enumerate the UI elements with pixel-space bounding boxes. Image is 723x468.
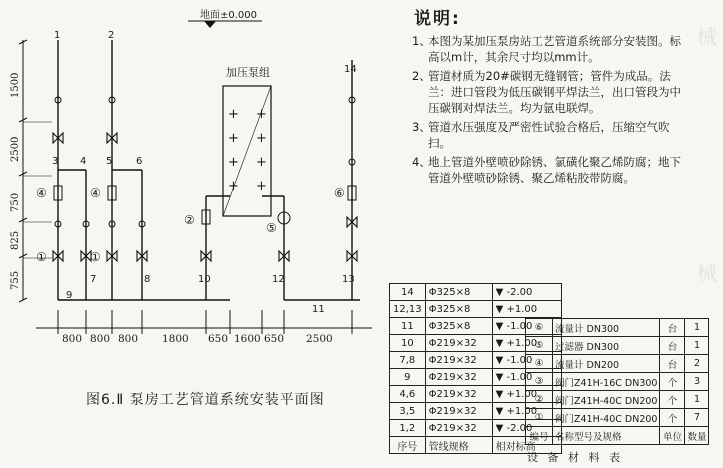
hdim-7: 650 <box>264 333 285 345</box>
figure-title: 图6.Ⅱ 泵房工艺管道系统安装平面图 <box>86 392 325 408</box>
table-row: 11 Φ325×8 ▼ -1.00 <box>390 318 562 335</box>
notes-heading: 说明: <box>414 9 461 29</box>
table-row: 9 Φ219×32 ▼ -1.00 <box>390 369 562 386</box>
note-item: 1、本图为某加压泵房站工艺管道系统部分安装图。标高以m计，其余尺寸均以mm计。 <box>412 34 681 64</box>
table-row: ⑥ 流量计 DN300 台 1 <box>526 319 709 337</box>
table-row: 1,2 Φ219×32 ▼ -2.00 <box>390 420 562 437</box>
pipe-label-9: 9 <box>66 290 73 301</box>
pipe-label-12: 12 <box>272 274 285 285</box>
note-item: 4、地上管道外壁喷砂除锈、氯磺化聚乙烯防腐；地下管道外壁喷砂除锈、聚乙烯粘胶带防腐。 <box>412 155 681 185</box>
pipe-label-11: 11 <box>312 304 325 315</box>
equipment-table-caption: 设 备 材 料 表 <box>527 451 623 464</box>
vdim-750: 750 <box>10 192 21 212</box>
table-row: 4,6 Φ219×32 ▼ +1.00 <box>390 386 562 403</box>
svg-text:+: + <box>256 131 267 146</box>
table-row: 7,8 Φ219×32 ▼ -1.00 <box>390 352 562 369</box>
inlet-pipes-left <box>58 40 360 300</box>
tag-4-b: ④ <box>90 186 101 200</box>
hdim-4: 1800 <box>162 333 189 345</box>
pipe-label-1: 1 <box>54 30 61 41</box>
hdim-5: 650 <box>208 333 229 345</box>
table-row: 3,5 Φ219×32 ▼ +1.00 <box>390 403 562 420</box>
pipe-label-2: 2 <box>108 30 115 41</box>
svg-text:+: + <box>256 179 267 194</box>
pipe-label-3: 3 <box>52 156 59 167</box>
pipe-label-6: 6 <box>136 156 143 167</box>
vdim-825: 825 <box>10 230 21 250</box>
pump-group-label: 加压泵组 <box>226 66 270 79</box>
notes-panel <box>392 4 692 189</box>
vdim-2500: 2500 <box>10 136 21 162</box>
note-item: 2、管道材质为20#碳钢无缝钢管；管件为成品。法兰：进口管段为低压碳钢平焊法兰，出口管段为中压碳钢对焊法兰。均为氩电联焊。 <box>412 69 681 115</box>
table-header: 序号 管线规格 相对标高 <box>390 437 562 454</box>
svg-text:+: + <box>228 179 239 194</box>
table-row: ⑤ 过滤器 DN300 台 1 <box>526 337 709 355</box>
svg-text:+: + <box>228 107 239 122</box>
table-header: 编号 名称型号及规格 单位 数量 <box>526 427 709 445</box>
svg-text:+: + <box>256 155 267 170</box>
svg-text:+: + <box>256 107 267 122</box>
pipe-label-8: 8 <box>144 274 151 285</box>
ground-level-label: 地面±0.000 <box>200 10 258 21</box>
hdim-6: 1600 <box>234 333 261 345</box>
table-row: 12,13 Φ325×8 ▼ +1.00 <box>390 301 562 318</box>
hdim-1: 800 <box>62 333 83 345</box>
vdim-755: 755 <box>10 270 21 290</box>
pipe-label-14: 14 <box>344 64 357 75</box>
tag-1-b: ① <box>90 250 101 264</box>
table-row: ③ 阀门Z41H-16C DN300 个 3 <box>526 373 709 391</box>
vdim-1500: 1500 <box>10 72 21 98</box>
table-row: ① 阀门Z41H-40C DN200 个 7 <box>526 409 709 427</box>
pipe-label-4: 4 <box>80 156 87 167</box>
pipe-label-5: 5 <box>106 156 113 167</box>
tag-6: ⑥ <box>334 186 345 200</box>
note-item: 3、管道水压强度及严密性试验合格后，压缩空气吹扫。 <box>412 120 670 150</box>
pipe-label-7: 7 <box>90 274 97 285</box>
tag-4-a: ④ <box>36 186 47 200</box>
pipe-label-13: 13 <box>342 274 355 285</box>
pipe-label-10: 10 <box>198 274 211 285</box>
tag-5: ⑤ <box>266 221 277 235</box>
hdim-3: 800 <box>118 333 139 345</box>
watermark: 械 <box>697 25 717 49</box>
svg-text:+: + <box>228 155 239 170</box>
hdim-8: 2500 <box>306 333 333 345</box>
tag-1-a: ① <box>36 250 47 264</box>
table-row: ④ 流量计 DN200 台 2 <box>526 355 709 373</box>
tag-2: ② <box>184 213 195 227</box>
watermark: 械 <box>697 261 717 285</box>
svg-text:+: + <box>228 131 239 146</box>
table-row: 14 Φ325×8 ▼ -2.00 <box>390 284 562 301</box>
hdim-2: 800 <box>90 333 111 345</box>
table-row: ② 阀门Z41H-40C DN200 个 1 <box>526 391 709 409</box>
equipment-table <box>525 318 709 445</box>
table-row: 10 Φ219×32 ▼ +1.00 <box>390 335 562 352</box>
